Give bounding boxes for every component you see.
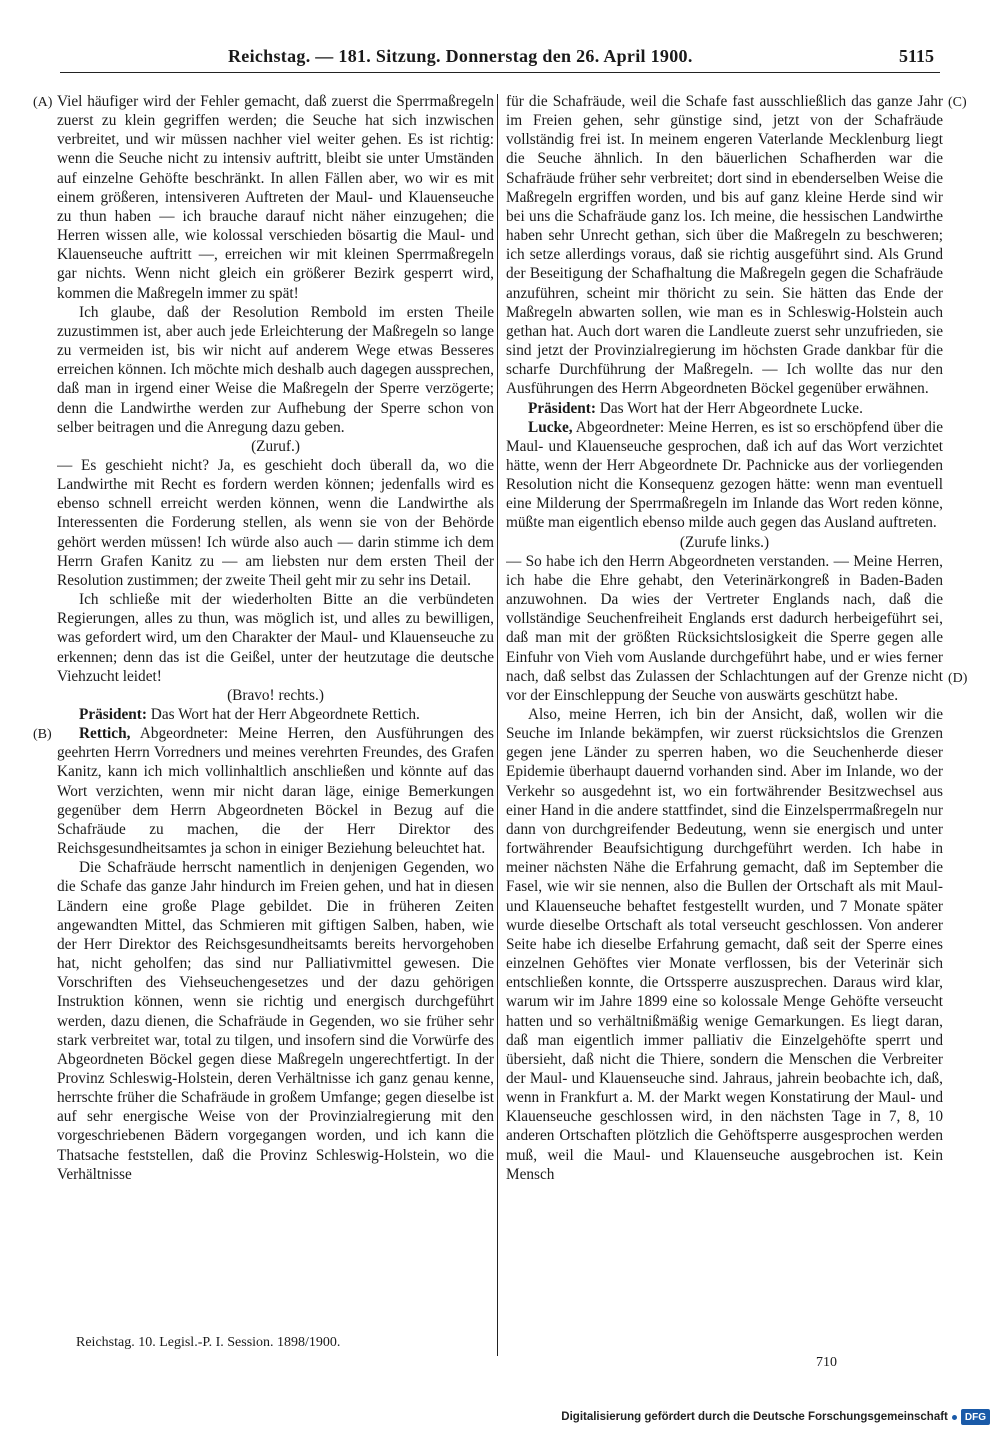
digitization-credit — [561, 1408, 990, 1426]
column-divider — [497, 94, 498, 1356]
right-column — [506, 92, 943, 1342]
footer-session-info: Reichstag. 10. Legisl.-P. I. Session. 1898/1900. — [76, 1335, 341, 1350]
interjection: (Bravo! rechts.) — [227, 686, 324, 704]
speaker-name: Rettich, — [79, 725, 131, 743]
speaker-paragraph — [57, 705, 494, 724]
speech-text: Abgeordneter: Meine Herren, es ist so erschöpfend über die Maul- und Klauenseuche gesprochen, daß ich auf das Wort verzichtet hätte, wenn der Herr Abgeordnete Dr. Pachnicke aus der vorliegenden Resolution nicht die Konsequenz gezogen hätte: wenn man eventuell eine Milderung der Sperrmaßregeln im Inlande das Wort reden könne, müßte man eigentlich ebenso milde auch gegen das Ausland auftreten. — [506, 418, 943, 532]
credit-text: Digitalisierung gefördert durch die Deutsche Forschungsgemeinschaft — [561, 1411, 948, 1423]
paragraph: Die Schafräude herrscht namentlich in denjenigen Gegenden, wo die Schafe das ganze Jahr hindurch im Freien gehen, und hat in diesen Ländern eine große Plage gebildet. Die in früheren Zeiten angewandten Mittel, das Schmieren mit giftigen Salben, haben, wie der Herr Direktor des Reichsgesundheitsamts bereits hervorgehoben hat, nicht geholfen; das sind nur Palliativmittel gewesen. Die Vorschriften des Viehseuchengesetzes und der dazu gehörigen Instruktion können, wenn sie richtig und energisch durchgeführt werden, dazu dienen, die Schafräude in Gegenden, wo sie früher sehr stark verbreitet war, total zu tilgen, und insofern sind die Vorwürfe des Abgeordneten Böckel gegen diese Maßregeln ungerechtfertigt. In der Provinz Schleswig-Holstein, deren Verhältnisse ich ganz genau kenne, herrschte früher die Schafräude in großem Umfange; gegen dieselbe ist auf sehr energische Weise von der Provinzialregierung mit den vorgeschriebenen Bädern vorgegangen worden, und ich kann die Thatsache feststellen, daß die Provinz Schleswig-Holstein, wo die Verhältnisse — [57, 859, 494, 1183]
speaker-paragraph — [506, 399, 943, 418]
margin-marker-d: (D) — [948, 671, 968, 686]
speaker-name: Lucke, — [528, 418, 573, 436]
page-header — [60, 46, 940, 73]
speech-text: Das Wort hat der Herr Abgeordnete Lucke. — [595, 399, 863, 417]
paragraph: — So habe ich den Herrn Abgeordneten verstanden. — Meine Herren, ich habe die Ehre gehabt, den Veterinärkongreß in Baden-Baden anzuwohnen. Da wies der Vertreter Englands nach, daß die vollständige Seuchenfreiheit Englands erst dadurch herbeigeführt sei, daß man mit der größten Rücksichtslosigkeit die Sperre gegen alle Einfuhr von Vieh vom Auslande durchgeführt habe, und er wies ferner nach, daß selbst das Zulassen der Schlachtungen auf der Grenze nicht vor der Einschleppung der Seuche von auswärts geschützt habe. — [506, 552, 943, 704]
paragraph: Also, meine Herren, ich bin der Ansicht, daß, wollen wir die Seuche im Inlande bekämpfen, wir zuerst rücksichtslos die Grenzen gegen jene Länder zu sperren haben, wo die Seuchenherde dieser Epidemie überhaupt dauernd vorhanden sind. Aber im Inlande, wo der Verkehr so ausgedehnt ist, wo ein fortwährender Besitzwechsel aus einer Hand in die andere stattfindet, sind die Einzelsperrmaßregeln nur dann von durchgreifender Bedeutung, wenn sie energisch und unter fortwährender Beaufsichtigung durchgeführt werden. Ich habe in meiner nächsten Nähe die Erfahrung gemacht, daß im September die Fasel, wie wir sie nennen, also die Bullen der Ortschaft als mit Maul- und Klauenseuche behaftet festgestellt wurden, und 7 Monate später wurde dieselbe Ortschaft als total verseucht geschlossen. Von anderer Seite habe ich dieselbe Erfahrung gemacht, daß seit der Sperre eines einzelnen Gehöftes vier Monate verflossen, bis der Veterinär sich entschließen konnte, die Ortssperre auszusprechen. Daraus wird klar, warum wir im Jahre 1899 eine so kolossale Menge Gehöfte verseucht hatten und so verhältnißmäßig wenige Gemarkungen. Es liegt daran, daß man eigentlich immer palliativ die Einzelgehöfte sperrt und übersieht, daß nicht die Thiere, sondern die Menschen die Verbreiter der Maul- und Klauenseuche sind. Jahraus, jahrein beobachte ich, daß, wenn in Frankfurt a. M. der Markt wegen Konstatirung der Maul- und Klauenseuche geschlossen wird, in den nächsten Tage in 7, 8, 10 anderen Ortschaften plötzlich die Gehöftsperre ausgesprochen werden muß, weil die Maul- und Klauenseuche ausgebrochen ist. Kein Mensch — [506, 706, 943, 1183]
footer-sheet-number: 710 — [816, 1355, 837, 1370]
speech-text: Abgeordneter: Meine Herren, den Ausführungen des geehrten Herrn Vorredners und meines verehrten Freundes, des Grafen Kanitz, kann ich mich vollinhaltlich anschließen und könnte auf das Wort verzichten, wenn mir nicht daran läge, einige Bemerkungen gegenüber dem Herrn Abgeordneten Böckel in Bezug auf die Schafräude zu machen, die der Herr Direktor des Reichsgesundheitsamtes ja schon in einiger Beziehung beleuchtet hat. — [57, 725, 494, 858]
speaker-paragraph — [506, 418, 943, 533]
speech-text: Das Wort hat der Herr Abgeordnete Rettich. — [146, 706, 420, 723]
left-column — [57, 92, 494, 1342]
separator-dot-icon — [952, 1415, 957, 1420]
speaker-name: Präsident: — [79, 706, 147, 723]
margin-marker-a: (A) — [33, 95, 53, 110]
margin-marker-c: (C) — [948, 95, 967, 110]
speaker-name: Präsident: — [528, 399, 596, 417]
dfg-logo: DFG — [961, 1409, 990, 1425]
interjection: (Zurufe links.) — [679, 533, 770, 551]
paragraph: Ich schließe mit der wiederholten Bitte an die verbündeten Regierungen, alles zu thun, was möglich ist, und alles zu bewilligen, was gefordert wird, um den Charakter der Maul- und Klauenseuche zu erkennen; denn das ist die Geißel, unter der heutzutage die deutsche Viehzucht leidet! — [57, 591, 494, 685]
speaker-paragraph — [57, 724, 494, 858]
header-title: Reichstag. — 181. Sitzung. Donnerstag den 26. April 1900. — [228, 46, 693, 66]
paragraph: für die Schafräude, weil die Schafe fast ausschließlich das ganze Jahr im Freien gehen, sehr günstige sind, jetzt von der Schafräude vollständig frei ist. In meinem engeren Vaterlande Mecklenburg liegt die Seuche ähnlich. In den bäuerlichen Schafherden war die Schafräude früher sehr verbreitet; dort sind in ebenderselben Weise die Maßregeln ergriffen worden, und bis auf ganz kleine Herde sind wir bei uns die Schafräude ganz los. Ich meine, die hessischen Landwirthe haben sehr Unrecht gethan, sich über die Maßregeln zu beschweren; ich setze allerdings voraus, daß sie richtig ausgeführt sind. Als Grund der Beseitigung der Schafhaltung die Maßregeln gegen die Schafräude anzuführen, scheint mir thöricht zu sein. Sie hätten das Ende der Maßregeln abwarten sollen, wie man es in Schleswig-Holstein auch gethan hat. Auch dort waren die Landleute zuerst sehr unzufrieden, sie sind jetzt der Provinzialregierung im höchsten Grade dankbar für die scharfe Durchführung der Maßregeln. — Ich wollte das nur den Ausführungen des Herrn Abgeordneten Böckel gegenüber erwähnen. — [506, 93, 943, 398]
paragraph: — Es geschieht nicht? Ja, es geschieht doch überall da, wo die Landwirthe mit Recht es fordern werden können; jedenfalls wird es ebenso schnell erreicht werden können, wenn die Landwirthe als Interessenten die Forderung stellen, als wenn sie von der Behörde gehört werden müssen! Ich würde also auch — darin stimme ich dem Herrn Grafen Kanitz zu — am liebsten nur dem ersten Theil der Resolution zustimmen; der zweite Theil geht mir zu sehr ins Detail. — [57, 456, 494, 589]
page-number: 5115 — [898, 46, 934, 66]
interjection: (Zuruf.) — [251, 437, 300, 455]
paragraph: Viel häufiger wird der Fehler gemacht, daß zuerst die Sperrmaßregeln zuerst zu klein gegriffen werden; die Seuche hat sich inzwischen verbreitet, und wir müssen nachher viel weiter gehen. Es ist richtig: wenn die Seuche nicht zu intensiv auftritt, bleibt sie unter Umständen auf einzelne Gehöfte beschränkt. In allen Fällen aber, wo wir es mit einem größeren, intensiveren Auftreten der Maul- und Klauenseuche zu thun haben — ich brauche darauf nicht näher einzugehen; die Herren wissen alle, wie kolossal verschieden bösartig die Maul- und Klauenseuche auftritt —, erreichen wir mit kleinen Sperrmaßregeln gar nichts. Wenn nicht gleich ein größerer Bezirk gesperrt wird, kommen die Maßregeln immer zu spät! — [57, 93, 494, 302]
margin-marker-b: (B) — [33, 727, 52, 742]
paragraph: Ich glaube, daß der Resolution Rembold im ersten Theile zuzustimmen ist, aber auch jede Erleichterung der Maßregeln so lange zu vermeiden ist, bis wir nicht auf anderem Wege etwas Besseres erreichen können. Ich möchte mich deshalb auch dagegen aussprechen, daß man in irgend einer Weise die Maßregeln der Sperre verzögerte; denn die Landwirthe werden zur Aufhebung der Sperre schon von selber beitragen und die Anregung dazu geben. — [57, 303, 494, 436]
